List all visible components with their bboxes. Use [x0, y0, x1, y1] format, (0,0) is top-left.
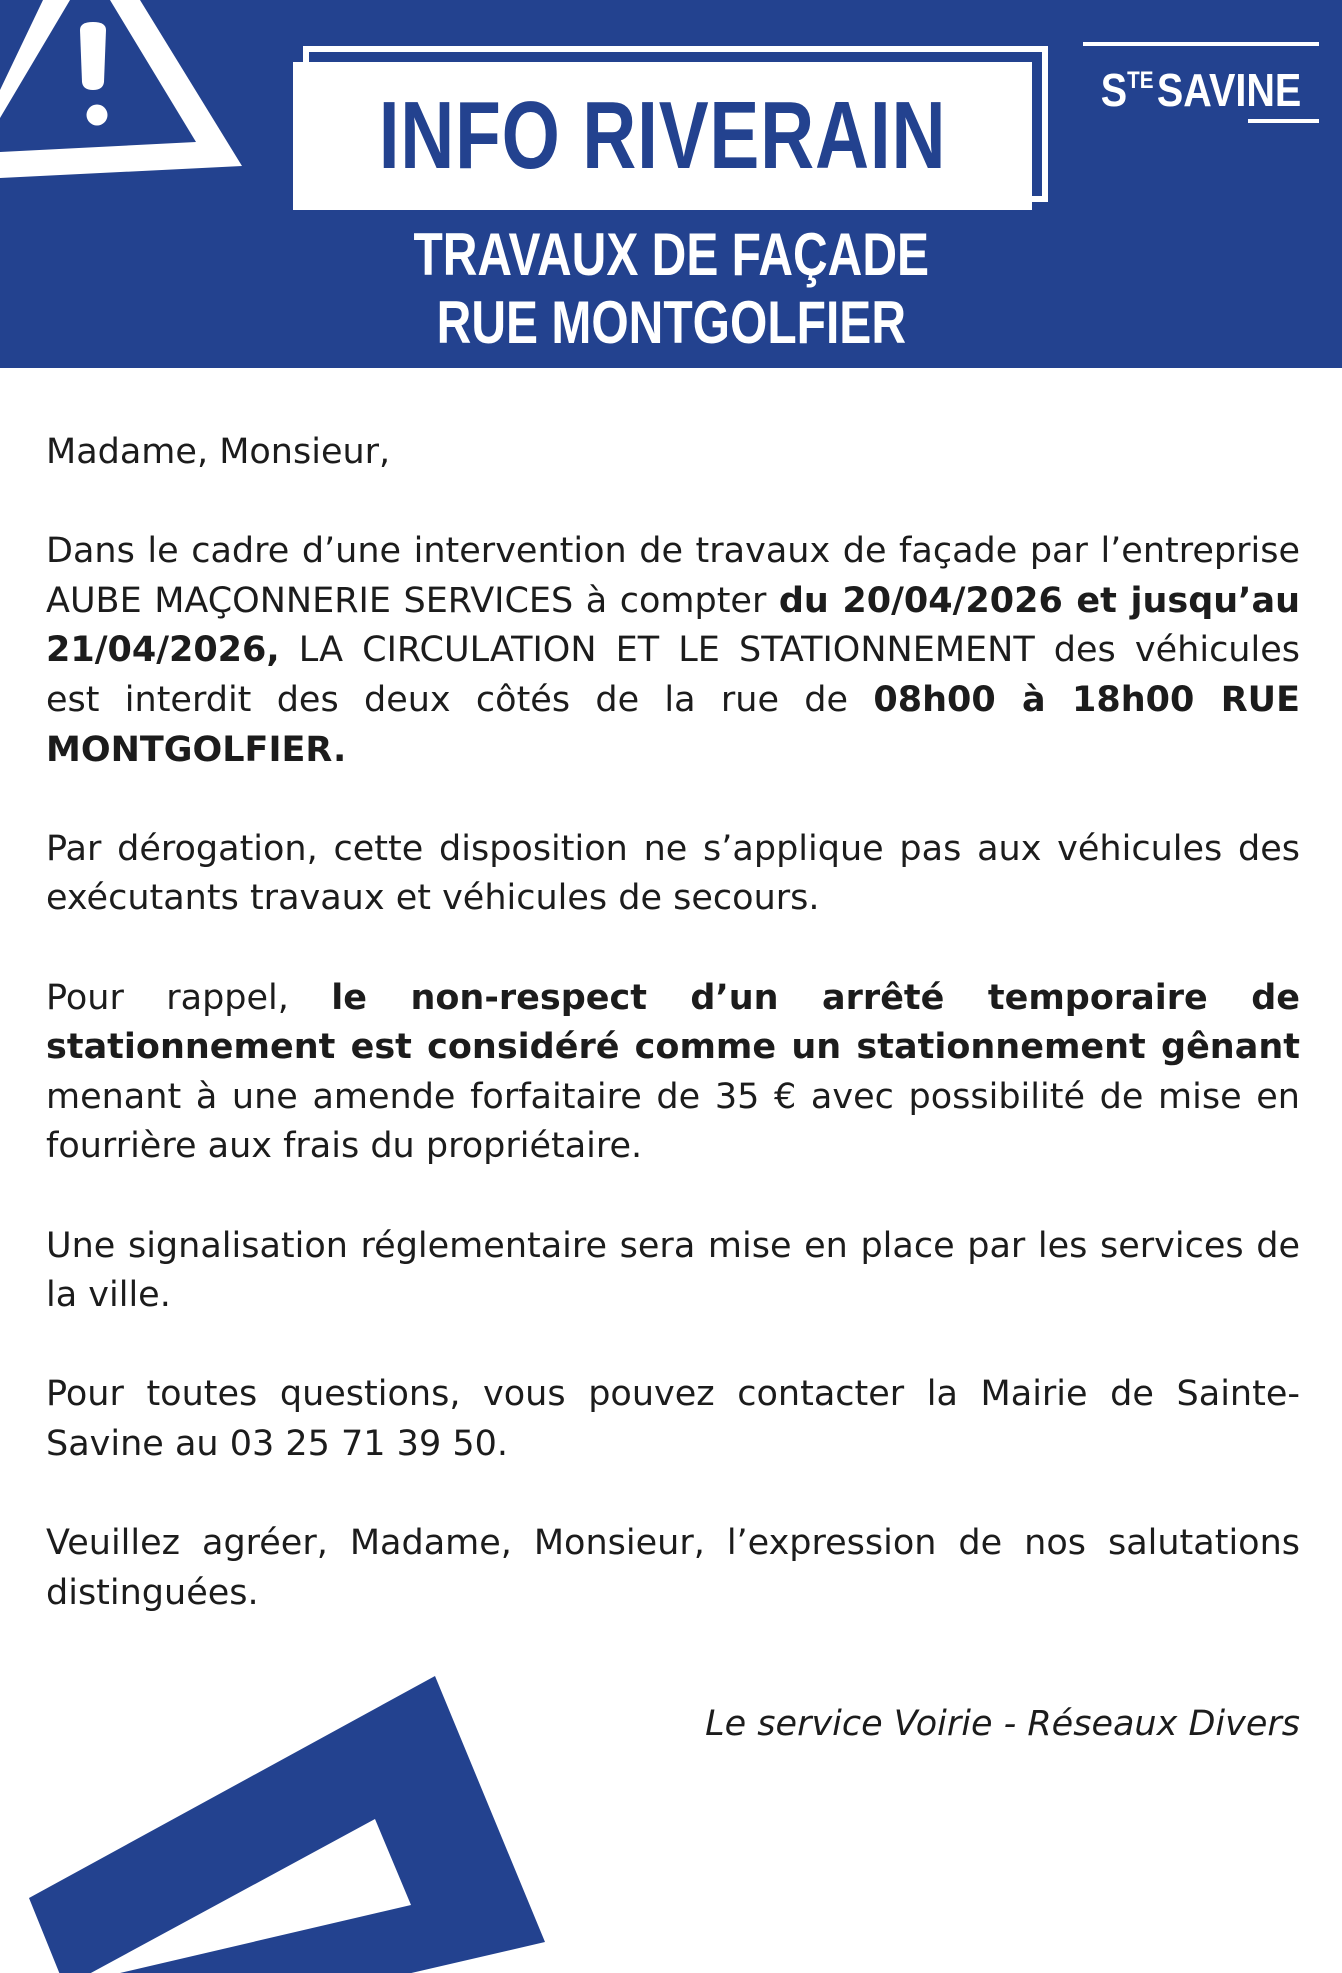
logo-line-bottom — [1248, 119, 1319, 123]
header-banner — [0, 0, 1342, 368]
paragraph-notice — [46, 527, 1300, 775]
paragraph-derogation: Par dérogation, cette disposition ne s’applique pas aux véhicules des exécutants travaux et véhicules de secours. — [46, 828, 1300, 919]
notice-text-2: LA CIRCULATION ET LE STATIONNEMENT des véhicules est interdit des deux côtés de la rue de — [46, 630, 1300, 720]
title-box — [293, 62, 1032, 210]
logo-name: SAVINE — [1156, 64, 1302, 116]
logo-line-top — [1083, 42, 1319, 46]
signature: Le service Voirie - Réseaux Divers — [705, 1704, 1300, 1744]
logo-text — [1100, 56, 1303, 115]
letter-body — [46, 428, 1300, 1668]
notice-text-1: Dans le cadre d’une intervention de travaux de façade par l’entreprise AUBE MAÇONNERIE SERVICES à compter — [46, 531, 1300, 621]
logo-prefix-sup: TE — [1127, 67, 1154, 94]
subtitle-line-1 — [0, 222, 1342, 288]
subtitle-line-2 — [0, 290, 1342, 356]
subtitle-text-1: TRAVAUX DE FAÇADE — [413, 221, 929, 288]
city-logo — [1083, 42, 1319, 124]
logo-prefix: S — [1100, 64, 1128, 116]
reminder-bold: le non-respect d’un arrêté temporaire de stationnement est considéré comme un stationnement gênant — [46, 977, 1300, 1068]
paragraph-closing: Veuillez agréer, Madame, Monsieur, l’expression de nos salutations distinguées. — [46, 1523, 1300, 1613]
reminder-text-2: menant à une amende forfaitaire de 35 € avec possibilité de mise en fourrière aux frais du propriétaire. — [46, 1076, 1300, 1167]
page-title: INFO RIVERAIN — [378, 82, 947, 189]
salutation: Madame, Monsieur, — [46, 432, 391, 472]
notice-dates: du 20/04/2026 et jusqu’au 21/04/2026, — [46, 580, 1300, 671]
reminder-text-1: Pour rappel, — [46, 977, 332, 1018]
paragraph-contact: Pour toutes questions, vous pouvez contacter la Mairie de Sainte-Savine au 03 25 71 39 50. — [46, 1374, 1300, 1464]
paragraph-signage: Une signalisation réglementaire sera mise en place par les services de la ville. — [46, 1225, 1300, 1316]
paragraph-reminder — [46, 974, 1300, 1172]
notice-hours-street: 08h00 à 18h00 RUE MONTGOLFIER. — [46, 679, 1300, 770]
subtitle-text-2: RUE MONTGOLFIER — [436, 289, 906, 356]
warning-triangle-icon — [0, 0, 260, 190]
decorative-bracket-shape — [0, 1650, 600, 1973]
